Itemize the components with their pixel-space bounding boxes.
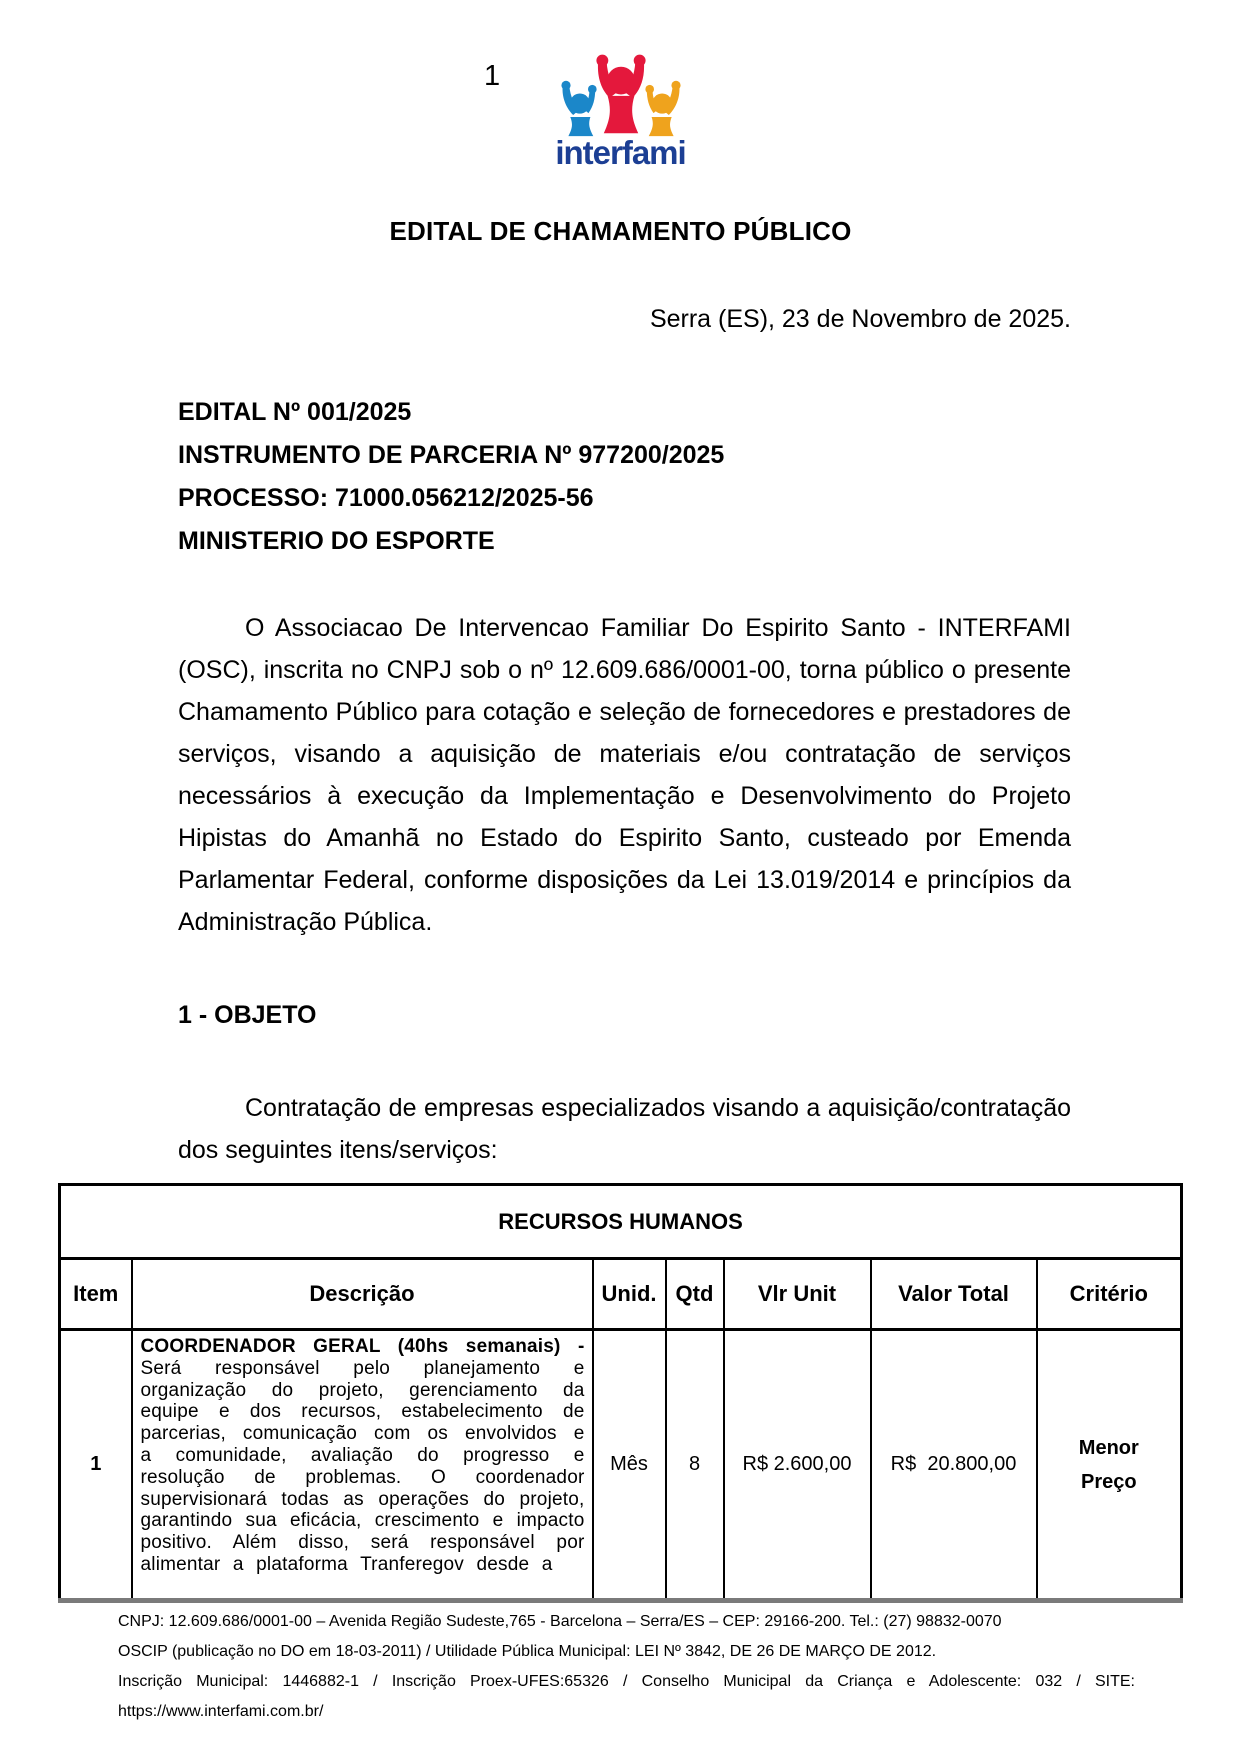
cell-descricao [132,1330,593,1601]
page-number: 1 [484,60,501,92]
descricao-body: Será responsável pelo planejamento e organização do projeto, gerenciamento da equipe e dos recursos, estabelecimento de parcerias, comunicação com os envolvidos e a comunidade, avaliação do progresso e resolução de problemas. O coordenador supervisionará todas as operações do projeto, garantindo sua eficácia, crescimento e impacto positivo. Além disso, será responsável por alimentar a plataforma Tranferegov desde a [140,1357,585,1575]
date-line: Serra (ES), 23 de Novembro de 2025. [649,305,1071,333]
intro-paragraph: O Associacao De Intervencao Familiar Do Espirito Santo - INTERFAMI (OSC), inscrita no CNPJ sob o nº 12.609.686/0001-00, torna público o presente Chamamento Público para cotação e seleção de fornecedores e prestadores de serviços, visando a aquisição de materiais e/ou contratação de serviços necessários à execução da Implementação e Desenvolvimento do Projeto Hipistas do Amanhã no Estado do Espirito Santo, custeado por Emenda Parlamentar Federal, conforme disposições da Lei 13.019/2014 e princípios da Administração Pública. [178,614,1071,936]
logo-figure-right [645,81,680,136]
col-header-valor-total: Valor Total [871,1259,1037,1330]
edital-number: EDITAL Nº 001/2025 [178,398,412,426]
table-caption: RECURSOS HUMANOS [60,1185,1182,1259]
footer-line-site-url: https://www.interfami.com.br/ [118,1703,324,1720]
table-row [60,1330,1182,1601]
cell-vlr-unit: R$ 2.600,00 [724,1330,871,1601]
logo-wordmark: interfami [555,134,686,171]
descricao-text [141,1336,585,1598]
interfami-figures-icon [554,50,688,138]
document-title: EDITAL DE CHAMAMENTO PÚBLICO [389,216,852,246]
processo-number: PROCESSO: 71000.056212/2025-56 [178,484,594,512]
reference-block [178,391,724,563]
footer-line-inscricoes: Inscrição Municipal: 1446882-1 / Inscrição Proex-UFES:65326 / Conselho Municipal da Criança e Adolescente: 032 / SITE: [118,1673,1135,1690]
descricao-lead: COORDENADOR GERAL (40hs semanais) - [140,1336,585,1357]
footer-line-oscip: OSCIP (publicação no DO em 18-03-2011) / Utilidade Pública Municipal: LEI Nº 3842, DE 26 DE MARÇO DE 2012. [118,1643,937,1660]
criterio-text: Menor Preço [1078,1436,1139,1493]
col-header-qtd: Qtd [666,1259,724,1330]
cell-valor-total: R$ 20.800,00 [871,1330,1037,1601]
logo-figure-center [596,55,645,134]
page-footer [118,1607,1135,1727]
cell-item-number: 1 [60,1330,132,1601]
col-header-vlr-unit: Vlr Unit [724,1259,871,1330]
table-header-row [60,1259,1182,1330]
footer-line-cnpj-address: CNPJ: 12.609.686/0001-00 – Avenida Região Sudeste,765 - Barcelona – Serra/ES – CEP: 29166-200. Tel.: (27) 98832-0070 [118,1613,1002,1630]
cell-unid: Mês [593,1330,666,1601]
section-heading-objeto: 1 - OBJETO [178,1001,317,1029]
ministerio: MINISTERIO DO ESPORTE [178,527,495,555]
recursos-humanos-table [58,1183,1183,1603]
logo-figure-left [561,81,596,136]
instrumento-parceria: INSTRUMENTO DE PARCERIA Nº 977200/2025 [178,441,725,469]
col-header-item: Item [60,1259,132,1330]
col-header-unid: Unid. [593,1259,666,1330]
col-header-criterio: Critério [1037,1259,1182,1330]
cell-criterio [1037,1330,1182,1601]
cell-qtd: 8 [666,1330,724,1601]
col-header-descricao: Descrição [132,1259,593,1330]
objeto-paragraph: Contratação de empresas especializados visando a aquisição/⁠contratação dos seguintes itens/⁠serviços: [178,1094,1071,1164]
table-caption-row [60,1185,1182,1259]
interfami-logo [0,50,1241,172]
